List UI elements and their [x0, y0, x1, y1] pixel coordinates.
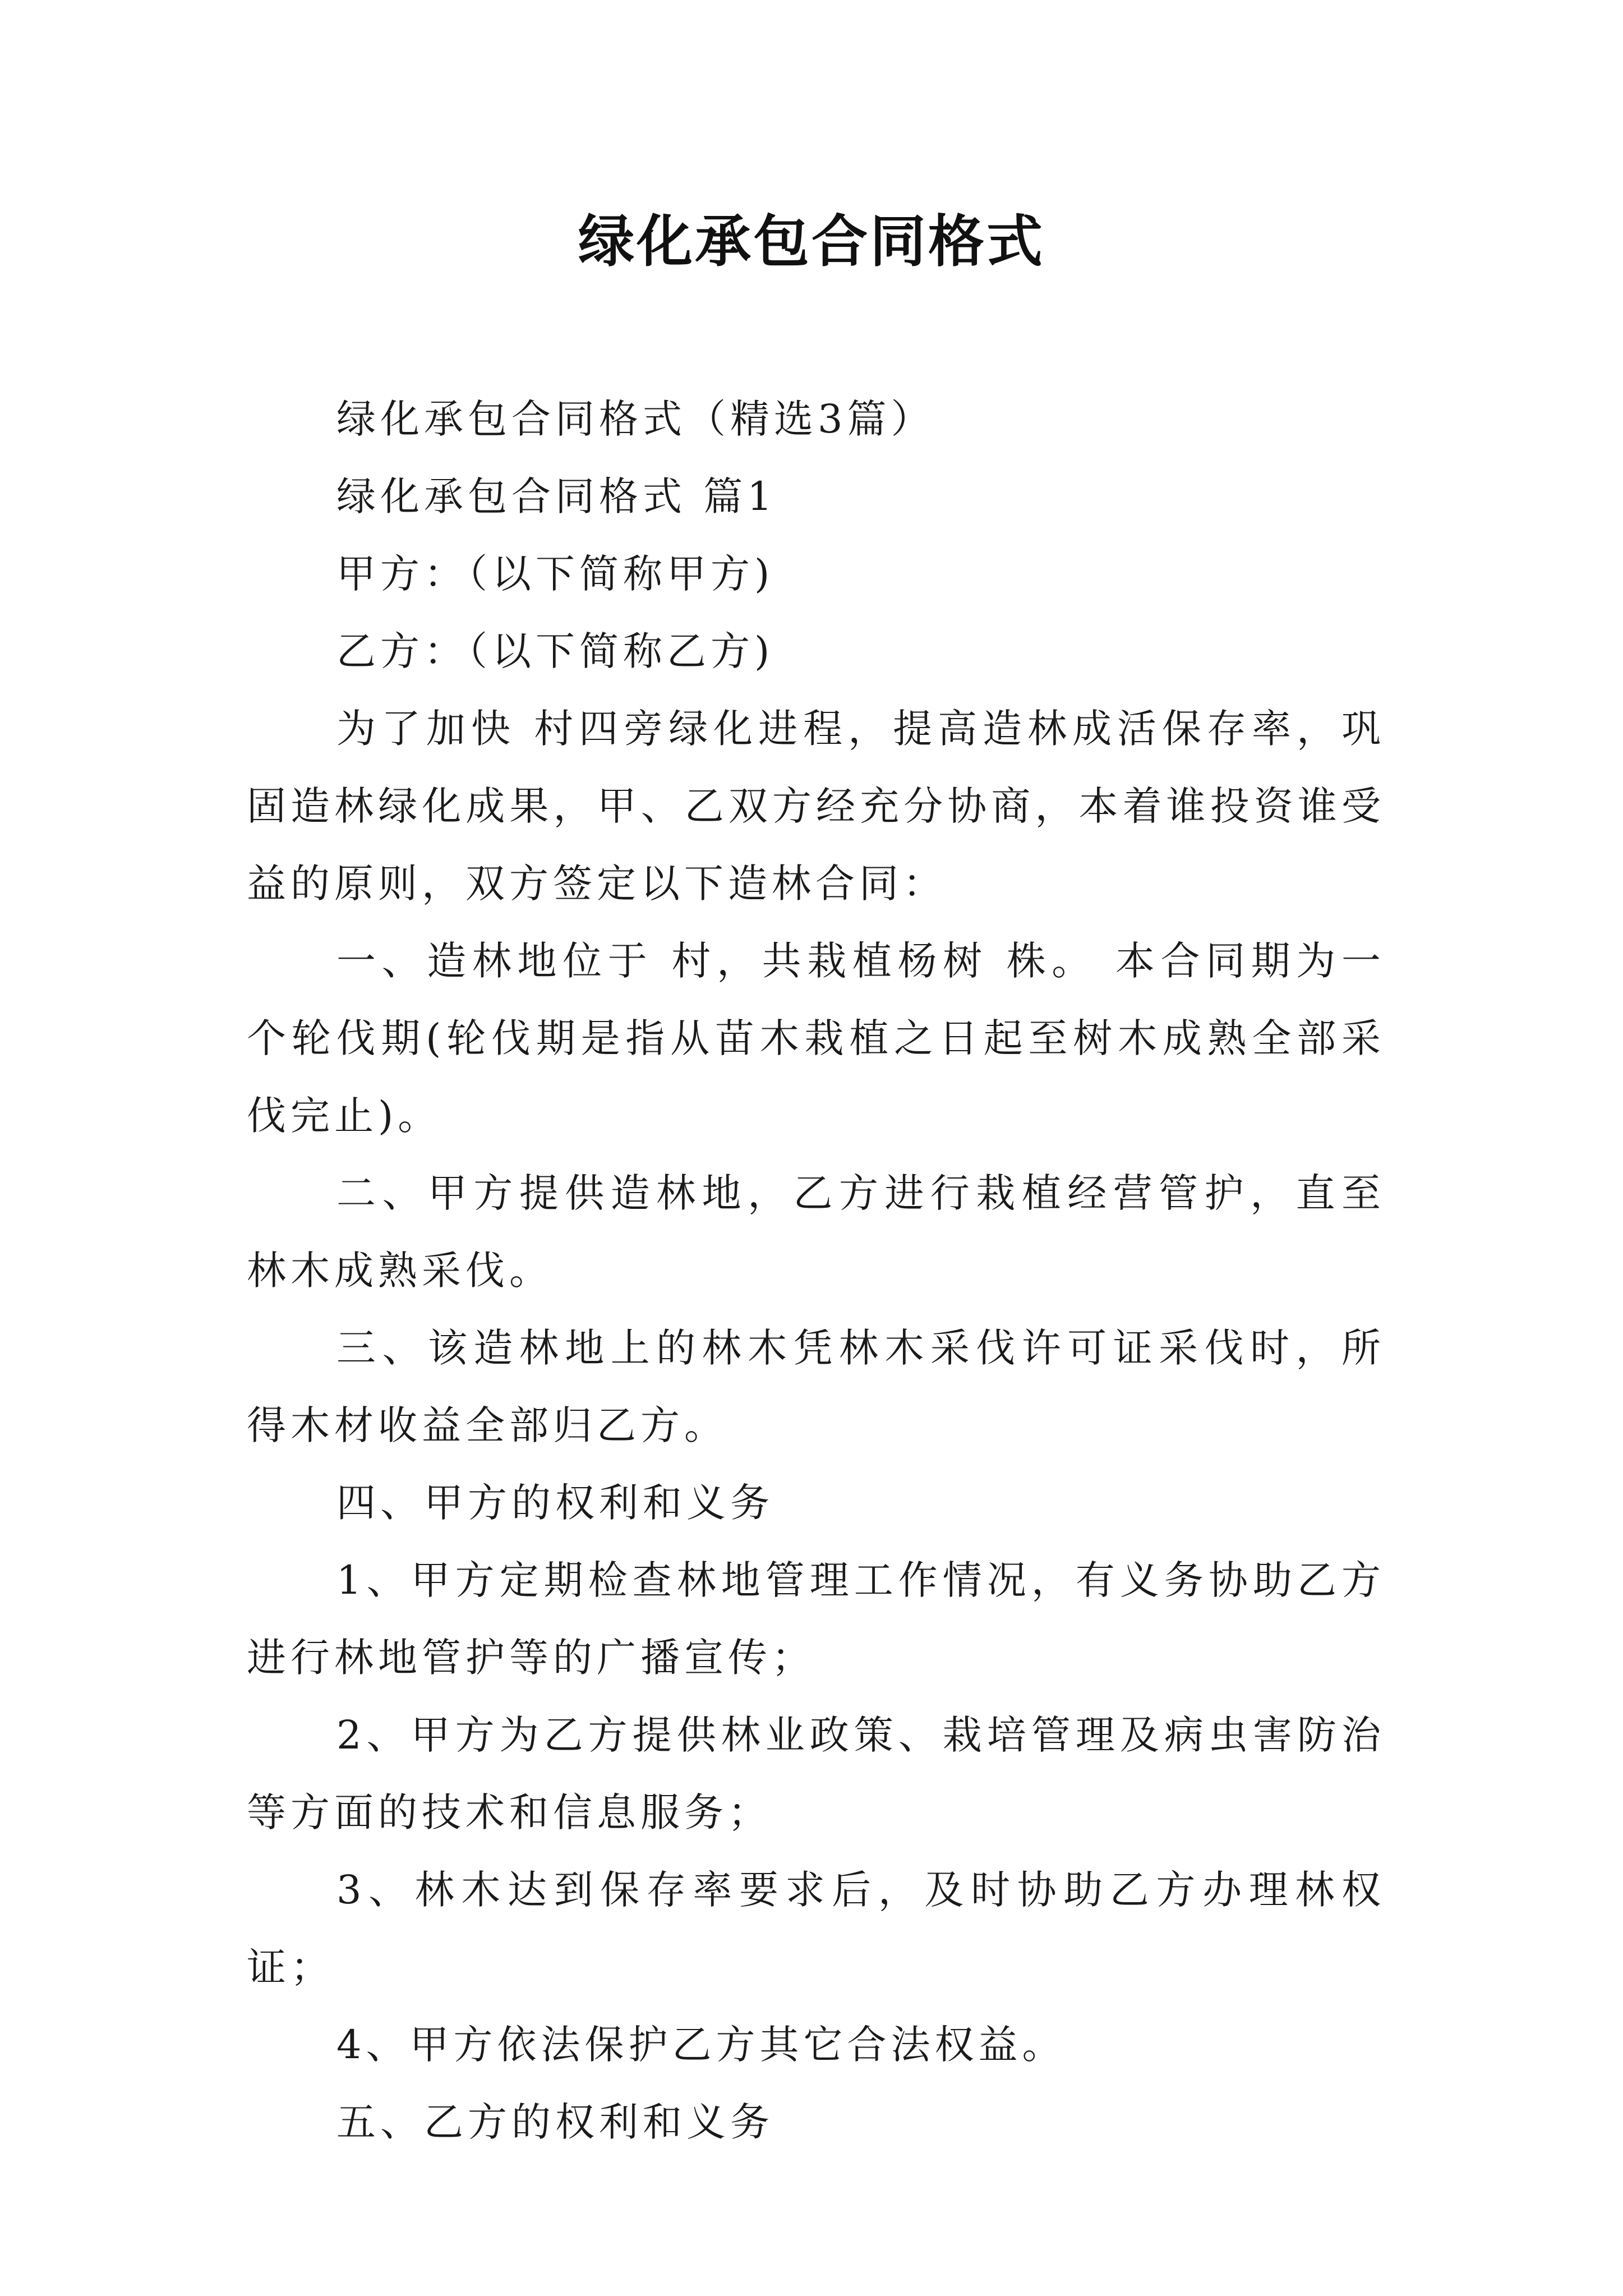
paragraph-clause-5-heading: 五、乙方的权利和义务: [336, 2099, 774, 2145]
paragraph-clause-1: 一、造林地位于 村，共栽植杨树 株。 本合同期为一个轮伐期(轮伐期是指从苗木栽植之日起至树木成熟全部采伐完止)。: [247, 938, 1385, 1139]
paragraph-party-b: 乙方：（以下简称乙方): [336, 628, 774, 674]
paragraph-clause-4-item-4: 4、甲方依法保护乙方其它合法权益。: [336, 2022, 1066, 2068]
paragraph-clause-4-item-3: 3、林木达到保存率要求后，及时协助乙方办理林权证；: [247, 1867, 1385, 1990]
paragraph-clause-3: 三、该造林地上的林木凭林木采伐许可证采伐时，所得木材收益全部归乙方。: [247, 1325, 1385, 1448]
paragraph-party-a: 甲方：（以下简称甲方): [336, 551, 774, 597]
document-body: [247, 380, 1385, 2161]
paragraph-clause-2: 二、甲方提供造林地，乙方进行栽植经营管护，直至林木成熟采伐。: [247, 1170, 1385, 1294]
paragraph-clause-4-item-1: 1、甲方定期检查林地管理工作情况，有义务协助乙方进行林地管护等的广播宣传；: [247, 1557, 1385, 1681]
paragraph-section-heading: 绿化承包合同格式 篇1: [336, 473, 777, 519]
paragraph-subtitle: 绿化承包合同格式（精选3篇）: [336, 396, 935, 442]
paragraph-preamble: 为了加快 村四旁绿化进程，提高造林成活保存率，巩固造林绿化成果，甲、乙双方经充分协商，本着谁投资谁受益的原则，双方签定以下造林合同：: [247, 706, 1385, 907]
paragraph-clause-4-item-2: 2、甲方为乙方提供林业政策、栽培管理及病虫害防治等方面的技术和信息服务；: [247, 1712, 1385, 1835]
document-title: 绿化承包合同格式: [578, 208, 1045, 274]
paragraph-clause-4-heading: 四、甲方的权利和义务: [336, 1480, 774, 1526]
